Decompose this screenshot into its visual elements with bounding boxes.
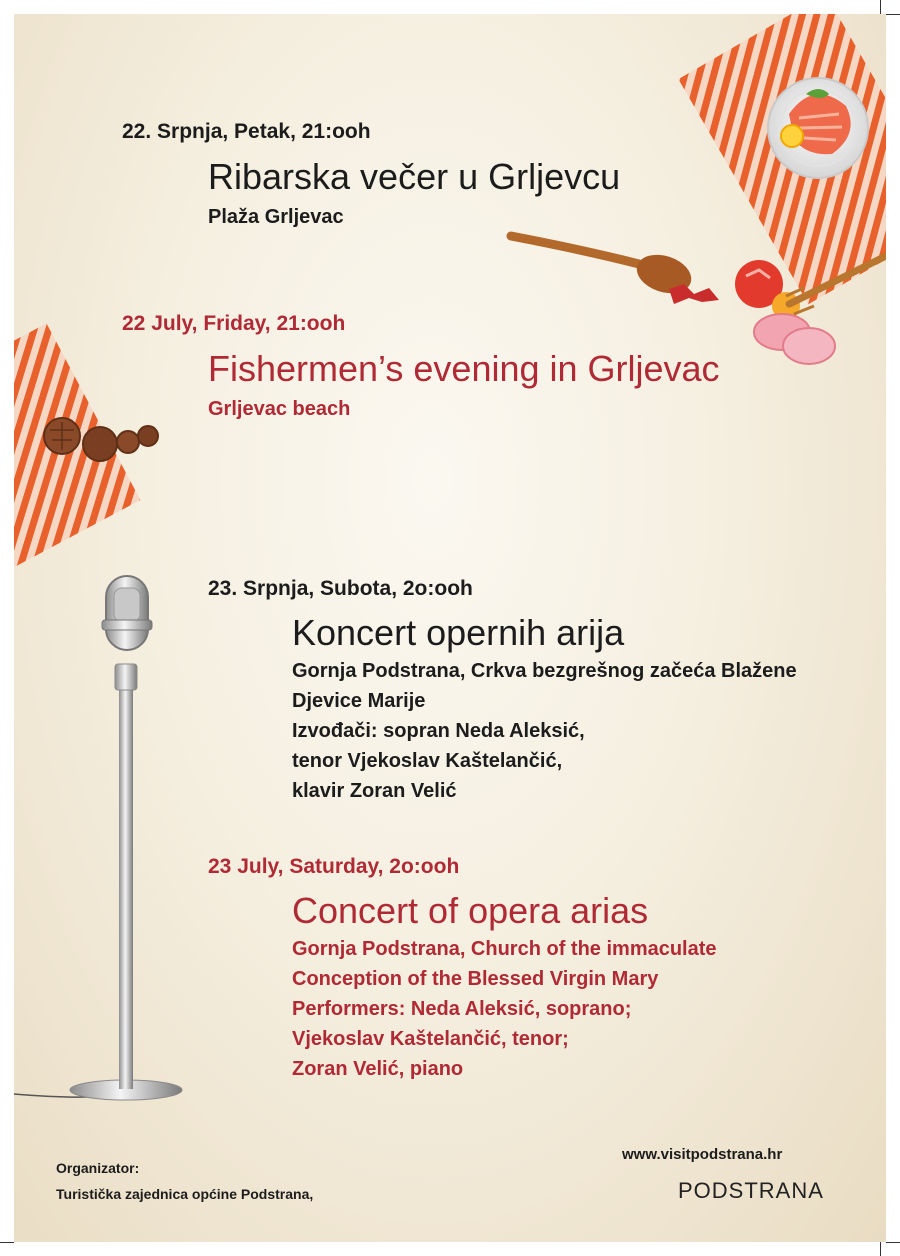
plate-with-fish bbox=[768, 78, 868, 178]
crop-mark bbox=[886, 1242, 900, 1243]
detail-line: Performers: Neda Aleksić, soprano; bbox=[292, 998, 632, 1020]
detail-line: Gornja Podstrana, Church of the immaculate bbox=[292, 938, 717, 960]
event1-date-hr: 22. Srpnja, Petak, 21:ooh bbox=[122, 120, 371, 143]
detail-line: Conception of the Blessed Virgin Mary bbox=[292, 968, 659, 990]
cookies bbox=[44, 418, 158, 461]
event2-date-hr: 23. Srpnja, Subota, 2o:ooh bbox=[208, 577, 473, 600]
crop-mark bbox=[880, 0, 881, 14]
event2-date-en: 23 July, Saturday, 2o:ooh bbox=[208, 855, 460, 878]
detail-line: Izvođači: sopran Neda Aleksić, bbox=[292, 720, 585, 742]
detail-line: Vjekoslav Kaštelančić, tenor; bbox=[292, 1028, 569, 1050]
organizer-name: Turistička zajednica općine Podstrana, bbox=[56, 1186, 314, 1202]
detail-line: Zoran Velić, piano bbox=[292, 1058, 464, 1080]
crop-mark bbox=[880, 1242, 881, 1256]
event2-details-en bbox=[292, 934, 717, 1084]
event1-title-en: Fishermen’s evening in Grljevac bbox=[208, 348, 720, 389]
event1-date-en: 22 July, Friday, 21:ooh bbox=[122, 312, 346, 335]
detail-line: tenor Vjekoslav Kaštelančić, bbox=[292, 750, 563, 772]
crop-mark bbox=[0, 1242, 14, 1243]
podstrana-logo: PODSTRANA bbox=[678, 1178, 824, 1203]
event2-title-hr: Koncert opernih arija bbox=[292, 612, 625, 653]
poster bbox=[14, 14, 886, 1242]
event2-title-en: Concert of opera arias bbox=[292, 890, 649, 931]
detail-line: klavir Zoran Velić bbox=[292, 780, 457, 802]
vintage-microphone bbox=[14, 576, 182, 1100]
organizer-label: Organizator: bbox=[56, 1160, 140, 1176]
event1-place-en: Grljevac beach bbox=[208, 398, 351, 420]
detail-line: Gornja Podstrana, Crkva bezgrešnog začeća Blažene bbox=[292, 660, 797, 682]
website-link[interactable]: www.visitpodstrana.hr bbox=[622, 1146, 783, 1163]
event2-details-hr bbox=[292, 656, 797, 806]
event1-place-hr: Plaža Grljevac bbox=[208, 206, 344, 228]
detail-line: Djevice Marije bbox=[292, 690, 426, 712]
event1-title-hr: Ribarska večer u Grljevcu bbox=[208, 156, 621, 197]
crop-mark bbox=[886, 14, 900, 15]
wooden-spoon bbox=[511, 236, 719, 304]
